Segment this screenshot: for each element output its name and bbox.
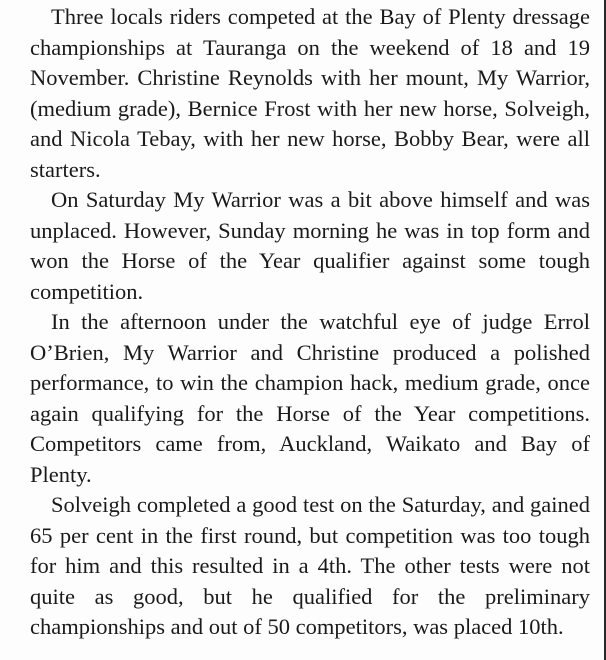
article-column [30,2,590,643]
article-paragraph-1: Three locals riders competed at the Bay of Plenty dressage championships at Tauranga on the weekend of 18 and 19 November. Christine Reynolds with her mount, My Warrior, (medium grade), Bernice Frost with her new horse, Solveigh, and Nicola Tebay, with her new horse, Bobby Bear, were all starters. [30,4,590,182]
article-paragraph-2: On Saturday My Warrior was a bit above himself and was unplaced. However, Sunday morning he was in top form and won the Horse of the Year qualifier against some tough competition. [30,187,590,304]
article-paragraph-3: In the afternoon under the watchful eye of judge Errol O’Brien, My Warrior and Christine produced a polished performance, to win the champion hack, medium grade, once again qualifying for the Horse of the Year competitions. Competitors came from, Auckland, Waikato and Bay of Plenty. [30,309,590,487]
article-paragraph-4: Solveigh completed a good test on the Saturday, and gained 65 per cent in the first round, but competition was too tough for him and this resulted in a 4th. The other tests were not quite as good, but he qualified for the preliminary championships and out of 50 competitors, was placed 10th. [30,492,590,639]
